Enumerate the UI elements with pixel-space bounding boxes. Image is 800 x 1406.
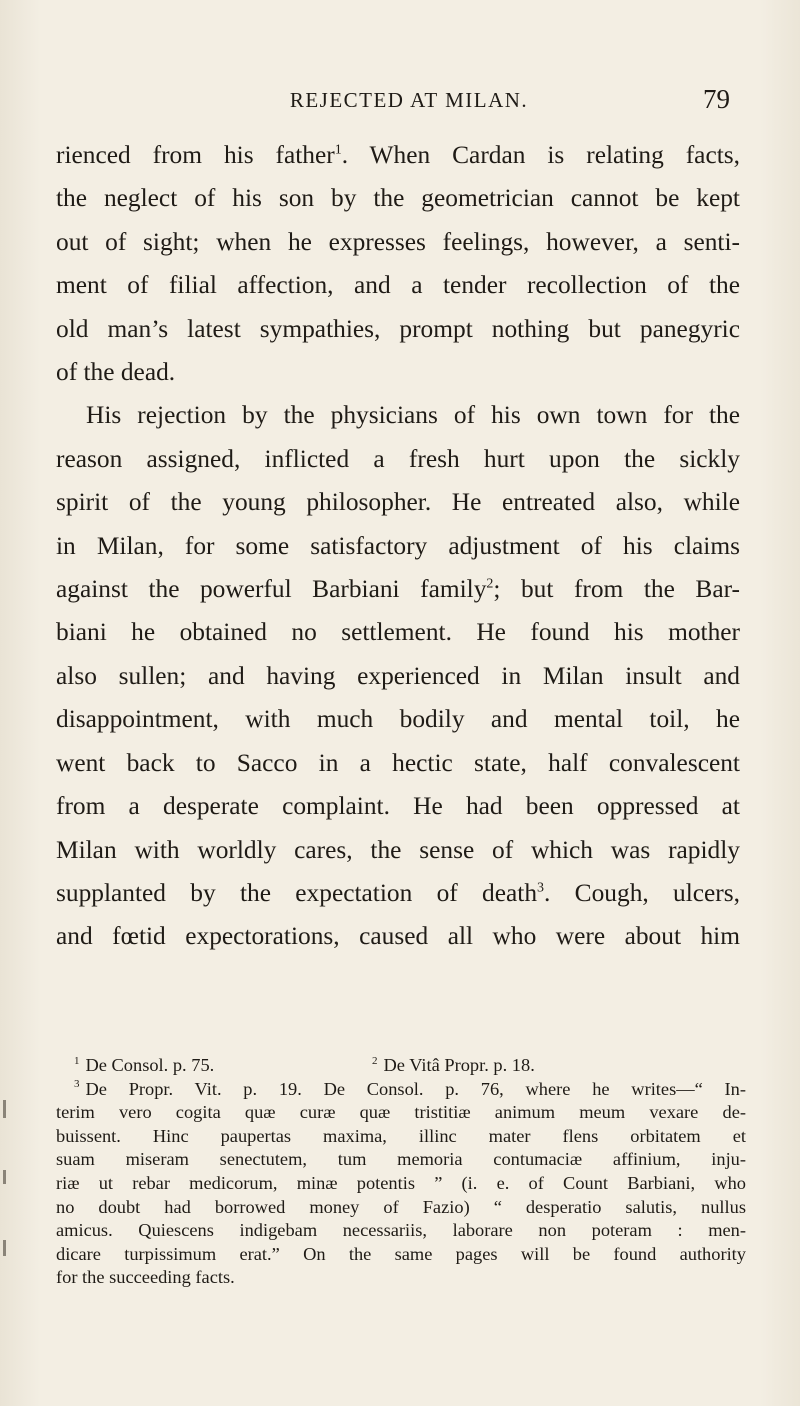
text-line: disappointment, with much bodily and mental toil, he bbox=[56, 705, 740, 734]
body-text bbox=[56, 134, 740, 959]
footnote-line: dicare turpissimum erat.” On the same pages will be found authority bbox=[56, 1243, 746, 1264]
text-line: out of sight; when he expresses feelings, however, a senti- bbox=[56, 227, 740, 256]
text-line: went back to Sacco in a hectic state, half convalescent bbox=[56, 748, 740, 777]
page-header bbox=[88, 84, 730, 124]
footnote-line: terim vero cogita quæ curæ quæ tristitiæ animum meum vexare de- bbox=[56, 1102, 746, 1123]
text-line: ment of filial affection, and a tender recollection of the bbox=[56, 271, 740, 300]
text-line: spirit of the young philosopher. He entreated also, while bbox=[56, 488, 740, 517]
footnote-mark: 3 bbox=[74, 1078, 80, 1091]
footnote-line: suam miseram senectutem, tum memoria contumaciæ affinium, inju- bbox=[56, 1149, 746, 1170]
footnote-ref[interactable]: 3 bbox=[537, 880, 545, 896]
text-line: biani he obtained no settlement. He found his mother bbox=[56, 618, 740, 647]
text-line: of the dead. bbox=[56, 358, 176, 387]
paragraph-2 bbox=[56, 394, 740, 958]
footnotes bbox=[56, 1054, 746, 1290]
text-line: from a desperate complaint. He had been oppressed at bbox=[56, 792, 740, 821]
footnote-mark: 1 bbox=[74, 1054, 80, 1067]
footnote-3 bbox=[56, 1078, 746, 1290]
footnote-line: no doubt had borrowed money of Fazio) “ desperatio salutis, nullus bbox=[56, 1196, 746, 1217]
footnote-line: buissent. Hinc paupertas maxima, illinc mater flens orbitatem et bbox=[56, 1125, 746, 1146]
footnote-line: amicus. Quiescens indigebam necessariis, laborare non poteram : men- bbox=[56, 1220, 746, 1241]
page-edge-shadow bbox=[3, 1240, 6, 1256]
footnote-row bbox=[56, 1054, 746, 1078]
footnote-2: $^2$ De Vitâ Propr. p. 18. bbox=[372, 1054, 535, 1075]
paragraph-1 bbox=[56, 134, 740, 394]
page-number: 79 bbox=[703, 84, 730, 114]
text-line: also sullen; and having experienced in Milan insult and bbox=[56, 661, 740, 690]
footnote-1: $^1$ De Consol. p. 75. bbox=[74, 1054, 215, 1075]
footnote-mark: 2 bbox=[372, 1054, 378, 1067]
text-line: in Milan, for some satisfactory adjustment of his claims bbox=[56, 531, 740, 560]
text-line: His rejection by the physicians of his own town for the bbox=[86, 401, 740, 430]
text-line: reason assigned, inflicted a fresh hurt upon the sickly bbox=[56, 444, 740, 473]
text-line: supplanted by the expectation of death$^3$. Cough, ulcers, bbox=[56, 878, 740, 907]
text-line: the neglect of his son by the geometrician cannot be kept bbox=[56, 184, 740, 213]
text-line: against the powerful Barbiani family$^2$; but from the Bar- bbox=[56, 575, 740, 604]
footnote-ref[interactable]: 1 bbox=[334, 142, 342, 158]
running-head: REJECTED AT MILAN. bbox=[289, 88, 529, 112]
footnote-line: riæ ut rebar medicorum, minæ potentis ” (i. e. of Count Barbiani, who bbox=[56, 1172, 746, 1193]
footnote-ref[interactable]: 2 bbox=[486, 576, 494, 592]
footnote-line: for the succeeding facts. bbox=[56, 1267, 235, 1288]
page-edge-shadow bbox=[3, 1170, 6, 1184]
text-line: rienced from his father$^1$. When Cardan is relating facts, bbox=[56, 141, 741, 169]
page-edge-shadow bbox=[3, 1100, 6, 1118]
text-line: and fœtid expectorations, caused all who were about him bbox=[56, 922, 740, 951]
footnote-line: $^3$ De Propr. Vit. p. 19. De Consol. p. 76, where he writes—“ In- bbox=[74, 1078, 746, 1099]
text-line: Milan with worldly cares, the sense of which was rapidly bbox=[56, 835, 740, 864]
text-line: old man’s latest sympathies, prompt nothing but panegyric bbox=[56, 314, 740, 343]
